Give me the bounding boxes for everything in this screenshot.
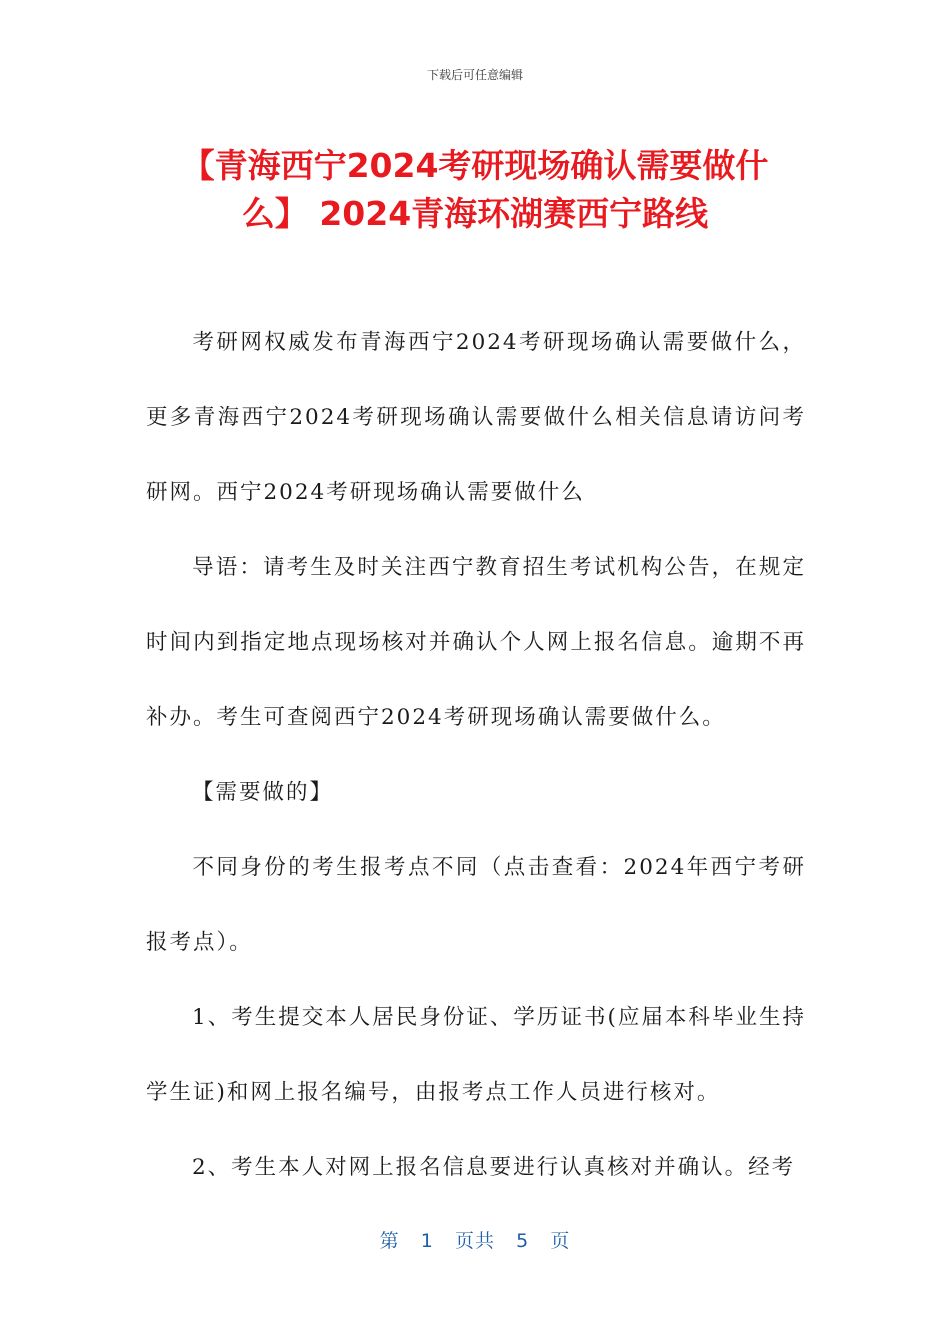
footer-suffix: 页 (550, 1230, 571, 1252)
paragraph-test-centers (146, 830, 806, 980)
list-item-1 (146, 980, 806, 1130)
paragraph-text: 导语：请考生及时关注西宁教育招生考试机构公告，在规定时间内到指定地点现场核对并确认个人网上报名信息。逾期不再补办。考生可查阅西宁2024考研现场确认需要做什么。 (146, 555, 806, 730)
document-title: 【青海西宁2024考研现场确认需要做什么】 2024青海环湖赛西宁路线 (181, 146, 769, 233)
header-note: 下载后可任意编辑 (426, 68, 523, 82)
paragraph-text: 不同身份的考生报考点不同（点击查看：2024年西宁考研报考点）。 (146, 855, 806, 955)
paragraph-guide (146, 530, 806, 755)
list-item-text: 2、考生本人对网上报名信息要进行认真核对并确认。经考 (192, 1155, 796, 1180)
section-heading-text: 【需要做的】 (192, 780, 334, 805)
page-number: 1 (420, 1230, 434, 1252)
list-item-text: 1、考生提交本人居民身份证、学历证书(应届本科毕业生持学生证)和网上报名编号，由报考点工作人员进行核对。 (146, 1005, 806, 1105)
footer-middle: 页共 (454, 1230, 495, 1252)
footer-prefix: 第 (379, 1230, 400, 1252)
list-item-2 (146, 1130, 806, 1205)
total-pages: 5 (516, 1230, 530, 1252)
section-heading (146, 755, 806, 830)
page-footer (0, 1226, 950, 1253)
paragraph-text: 考研网权威发布青海西宁2024考研现场确认需要做什么，更多青海西宁2024考研现场确认需要做什么相关信息请访问考研网。西宁2024考研现场确认需要做什么 (146, 330, 806, 505)
paragraph-intro (146, 305, 806, 530)
